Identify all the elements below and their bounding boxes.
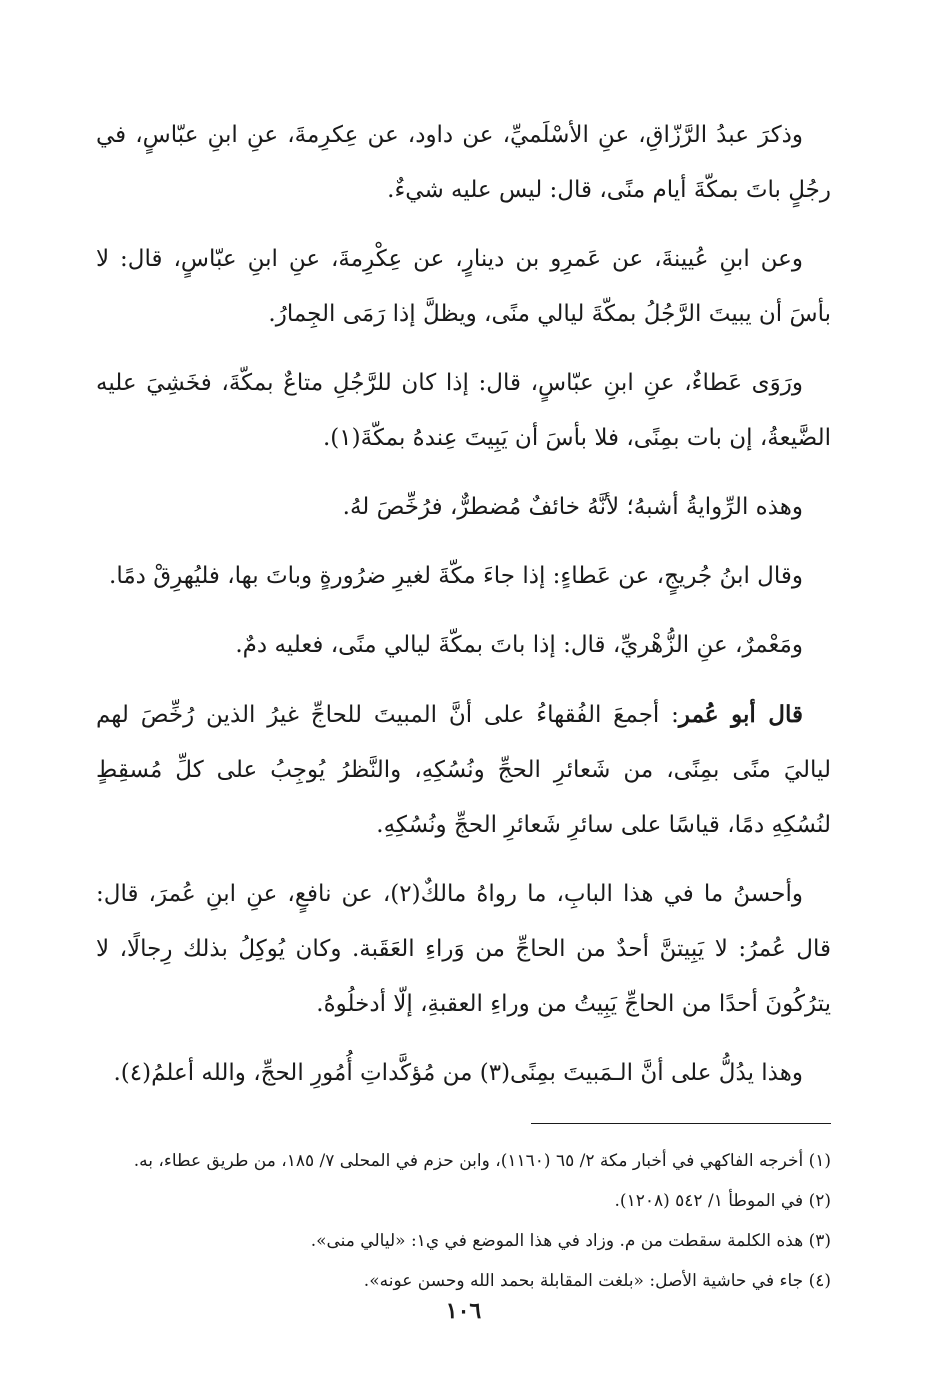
paragraph-abu-umar bbox=[96, 687, 831, 853]
footnote-1: (١) أخرجه الفاكهي في أخبار مكة ٢/ ٦٥ (١١٦٠)، وابن حزم في المحلى ٧/ ١٨٥، من طريق عطاء، به. bbox=[133, 1151, 831, 1171]
main-text bbox=[96, 108, 831, 1101]
footnote-4: (٤) جاء في حاشية الأصل: «بلغت المقابلة بحمد الله وحسن عونه». bbox=[363, 1271, 831, 1291]
paragraph-9: وهذا يدُلُّ على أنَّ الـمَبيتَ بمِنًى(٣) من مُؤكَّداتِ أُمُورِ الحجِّ، والله أعلمُ(٤). bbox=[113, 1060, 803, 1086]
paragraph-1: وذكرَ عبدُ الرَّزّاقِ، عنِ الأسْلَميِّ، عن داود، عن عِكرِمةَ، عنِ ابنِ عبّاسٍ، في رجُلٍ باتَ بمكّةَ أيام منًى، قال: ليس عليه شيءٌ. bbox=[96, 122, 831, 203]
page-number: ١٠٦ bbox=[445, 1298, 482, 1324]
paragraph-abu-umar-text: : أجمعَ الفُقهاءُ على أنَّ المبيتَ للحاجِّ غيرُ الذين رُخِّصَ لهم لياليَ منًى بمِنًى، من شَعائرِ الحجِّ ونُسُكِهِ، والنَّظرُ يُوجِبُ على كلِّ مُسقِطٍ لنُسُكِهِ دمًا، قياسًا على سائرِ شَعائرِ الحجِّ ونُسُكِهِ. bbox=[96, 702, 831, 838]
paragraph-8: وأحسنُ ما في هذا البابِ، ما رواهُ مالكٌ(٢)، عن نافعٍ، عنِ ابنِ عُمرَ، قال: قال عُمرُ: لا يَبِيتنَّ أحدٌ من الحاجِّ من وَراءِ العَقَبة. وكان يُوكِلُ بذلك رِجالًا، لا يترُكُونَ أحدًا من الحاجِّ يَبِيتُ من وراءِ العقبةِ، إلّا أدخلُوهُ. bbox=[96, 881, 831, 1017]
footnote-2: (٢) في الموطأ ١/ ٥٤٢ (١٢٠٨). bbox=[614, 1191, 831, 1211]
paragraph-2: وعن ابنِ عُيينةَ، عن عَمرِو بن دينارٍ، عن عِكْرِمةَ، عنِ ابنِ عبّاسٍ، قال: لا بأسَ أن يبيتَ الرَّجُلُ بمكّةَ ليالي منًى، ويظلَّ إذا رَمَى الجِمارُ. bbox=[96, 246, 831, 327]
footnotes bbox=[96, 1142, 831, 1300]
paragraph-6: ومَعْمرٌ، عنِ الزُّهْريِّ، قال: إذا باتَ بمكّةَ ليالي منًى، فعليه دمٌ. bbox=[235, 632, 803, 658]
footnote-3: (٣) هذه الكلمة سقطت من م. وزاد في هذا الموضع في ي١: «ليالي منى». bbox=[310, 1231, 831, 1251]
paragraph-lead: قال أبو عُمر bbox=[678, 701, 803, 728]
paragraph-3: ورَوَى عَطاءٌ، عنِ ابنِ عبّاسٍ، قال: إذا كان للرَّجُلِ متاعٌ بمكّةَ، فخَشِيَ عليه الضَّيعةُ، إن بات بمِنًى، فلا بأسَ أن يَبِيتَ عِندهُ بمكّةَ(١). bbox=[96, 370, 831, 451]
footnote-separator bbox=[531, 1123, 831, 1124]
paragraph-5: وقال ابنُ جُريجٍ، عن عَطاءٍ: إذا جاءَ مكّةَ لغيرِ ضرُورةٍ وباتَ بها، فليُهرِقْ دمًا. bbox=[109, 563, 803, 589]
paragraph-4: وهذه الرِّوايةُ أشبهُ؛ لأنَّهُ خائفٌ مُضطرٌّ، فرُخِّصَ لهُ. bbox=[342, 494, 803, 520]
